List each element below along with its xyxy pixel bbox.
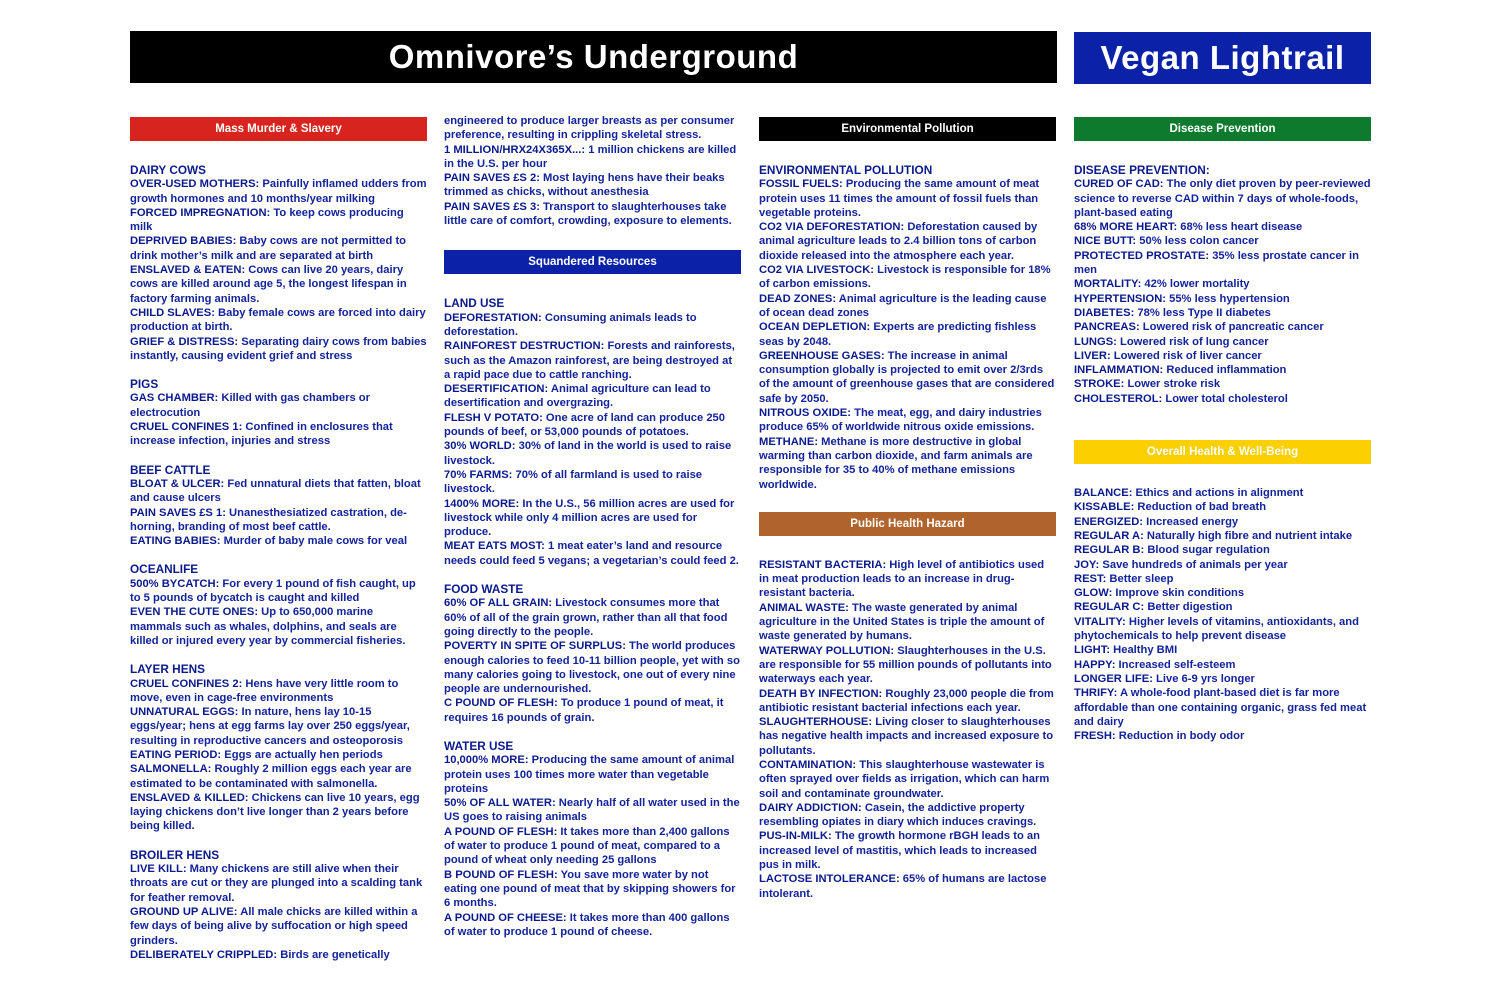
items-list [1074,177,1371,406]
entry [759,872,1056,901]
entry-text: Killed with gas chambers or electrocution [130,392,370,419]
entry [444,796,741,825]
entry [444,825,741,868]
entry-key: NITROUS OXIDE: [759,407,851,420]
entry-key: LIGHT: [1074,644,1111,657]
entry [1074,377,1371,391]
entry-text: You save more water by not eating one pound of meat that by skipping showers for 6 months. [444,868,736,910]
entry-key: UNNATURAL EGGS: [130,706,239,719]
group-title-disease-prevention: DISEASE PREVENTION: [1074,163,1210,177]
entry-key: CO2 VIA DEFORESTATION: [759,221,905,234]
entry [130,306,427,335]
entry-text: Save hundreds of animals per year [1099,558,1288,571]
entry [130,206,427,235]
entry [444,382,741,411]
entry-text: 70% of all farmland is used to raise livestock. [444,468,703,496]
items-list [759,177,1056,492]
entry-key: ENSLAVED & KILLED: [130,791,249,804]
header-environmental-pollution: Environmental Pollution [759,117,1056,141]
entry-text: Hens have very little room to move, even in cage-free environments [130,677,399,704]
entry [130,577,427,606]
entry-key: OVER-USED MOTHERS: [130,178,260,191]
entry-text: Lowered risk of pancreatic cancer [1139,321,1324,334]
entry [1074,615,1371,644]
entry [444,339,741,382]
entry-key: STROKE: [1074,378,1125,391]
entry-text: Confined in enclosures that increase infection, injuries and stress [130,421,393,448]
entry-key: DEFORESTATION: [444,311,542,324]
title-vegan-lightrail: Vegan Lightrail [1074,32,1371,84]
entry-text: Up to 650,000 marine mammals such as whales, dolphins, and seals are killed or injured every year by commercial fisheries. [130,606,406,647]
entry-text: Cows can live 20 years, dairy cows are killed around age 5, the longest lifespan in factory farming animals. [130,264,407,305]
entry-key: BLOAT & ULCER: [130,477,225,490]
entry [1074,729,1371,743]
entry-key: REGULAR A: [1074,529,1144,542]
column-mass-murder [130,117,427,962]
entry-key: ENSLAVED & EATEN: [130,264,246,277]
entry [444,868,741,911]
group-title: BROILER HENS [130,847,220,862]
entry-key: VITALITY: [1074,615,1126,628]
entry-key: ENERGIZED: [1074,515,1143,528]
entry-key: CONTAMINATION: [759,758,857,771]
entry [444,439,741,468]
entry-key: DESERTIFICATION: [444,383,549,396]
entry-key: FRESH: [1074,730,1116,743]
entry-key: EATING PERIOD: [130,748,222,761]
entry [1074,586,1371,600]
entry-text: Lower stroke risk [1124,378,1221,391]
entry-text: High level of antibiotics used in meat production leads to an increase in drug-resistant bacteria. [759,558,1045,600]
items-list [1074,486,1371,743]
entry [1074,486,1371,500]
entry-text: Lower total cholesterol [1162,392,1288,405]
entry-key: REGULAR B: [1074,544,1145,557]
entry-key: CRUEL CONFINES 2: [130,677,243,690]
entry-text: Reduction in body odor [1115,730,1245,743]
entry-text: Live 6-9 yrs longer [1152,672,1255,685]
entry-text: For every 1 pound of fish caught, up to 5 pounds of bycatch is caught and killed [130,577,416,605]
entry-text: 65% of humans are lactose intolerant. [759,873,1047,900]
group-title: FOOD WASTE [444,582,524,597]
title-omnivores-underground: Omnivore’s Underground [130,31,1057,83]
entry [1074,543,1371,557]
entry-text: Blood sugar regulation [1144,544,1270,557]
entry [130,391,427,420]
entry-key: PAIN SAVES £S 3: [444,200,540,213]
entry-key: GRIEF & DISTRESS: [130,335,239,348]
entry-key: DEPRIVED BABIES: [130,235,237,248]
group-items [444,311,741,568]
entry [759,263,1056,292]
entry-key: GREENHOUSE GASES: [759,349,885,362]
entry-text: This slaughterhouse wastewater is often sprayed over fields as irrigation, which can harm soil and contaminate groundwater. [759,758,1050,800]
entry [130,234,427,263]
entry [1074,515,1371,529]
entry-text: Fed unnatural diets that fatten, bloat and cause ulcers [130,477,421,505]
entry-text: Most laying hens have their beaks trimmed as chicks, without anesthesia [444,172,725,199]
entry-text: 55% less hypertension [1166,292,1290,305]
entry-key: CHILD SLAVES: [130,306,215,319]
entry-key: LIVER: [1074,349,1111,362]
entry [1074,177,1371,220]
entry-text: 68% less heart disease [1177,221,1303,234]
group-items [130,677,427,834]
entry-text: Separating dairy cows from babies instantly, causing evident grief and stress [130,335,427,362]
entry-key: 500% BYCATCH: [130,577,220,590]
entry-key: DEATH BY INFECTION: [759,687,883,700]
entry [759,349,1056,406]
entry [1074,320,1371,334]
entry-key: FOSSIL FUELS: [759,178,843,191]
column-squandered-resources [444,114,741,939]
entry-key: HYPERTENSION: [1074,292,1166,305]
entry [444,539,741,568]
entry-text: Livestock consumes more that 60% of all of the grain grown, rather than all that food going directly to the people. [444,597,728,638]
entry-key: RAINFOREST DESTRUCTION: [444,340,605,353]
entry-text: Forests and rainforests, such as the Amazon rainforest, are being destroyed at a rapid pace due to cattle ranching. [444,340,735,381]
entry [444,311,741,340]
entry [444,911,741,940]
entry-text: Better sleep [1106,572,1174,585]
group-title: PIGS [130,377,159,392]
entry-key: C POUND OF FLESH: [444,697,558,710]
group-title-environmental-pollution: ENVIRONMENTAL POLLUTION [759,163,933,177]
entry [1074,558,1371,572]
entry [130,335,427,364]
entry-text: A whole-food plant-based diet is far more affordable than one containing organic, grass fed meat and dairy [1074,687,1367,728]
entry-text: Increased energy [1143,515,1239,528]
header-disease-prevention: Disease Prevention [1074,117,1371,141]
entry-text: To keep cows producing milk [130,206,404,234]
entry-key: 50% OF ALL WATER: [444,797,556,810]
entry-key: METHANE: [759,435,819,448]
entry [444,200,741,229]
continuation-text: engineered to produce larger breasts as per consumer preference, resulting in crippling skeletal stress. [444,115,735,142]
entry-key: HAPPY: [1074,658,1116,671]
entry-text: 1 meat eater’s land and resource needs could feed 5 vegans; a vegetarian’s could feed 2. [444,540,739,567]
entry [759,320,1056,349]
entry [759,715,1056,758]
entry-key: 30% WORLD: [444,440,516,453]
entry-key: EVEN THE CUTE ONES: [130,606,259,619]
entry [759,644,1056,687]
entry [759,601,1056,644]
entry-key: B POUND OF FLESH: [444,868,558,881]
entry-text: Producing the same amount of animal protein uses 100 times more water than vegetable proteins [444,754,735,795]
group-items [444,753,741,939]
entry-key: PAIN SAVES £S 2: [444,172,540,185]
entry [444,468,741,497]
entry [1074,220,1371,234]
entry-key: DELIBERATELY CRIPPLED: [130,948,278,961]
group-items [130,477,427,548]
entry [1074,572,1371,586]
entry-text: Animal agriculture can lead to desertification and overgrazing. [444,383,711,410]
entry [130,862,427,905]
entry-key: PAIN SAVES £S 1: [130,506,226,519]
entry-key: 70% FARMS: [444,468,513,481]
entry-key: SALMONELLA: [130,763,212,776]
entry-key: LONGER LIFE: [1074,672,1153,685]
entry [1074,249,1371,278]
entry [1074,600,1371,614]
entry [1074,306,1371,320]
entry-key: DAIRY ADDICTION: [759,801,862,814]
entry-text: Roughly 2 million eggs each year are estimated to be contaminated with salmonella. [130,763,412,790]
entry [130,948,427,962]
entry [130,605,427,648]
entry-key: CO2 VIA LIVESTOCK: [759,264,874,277]
groups-list [130,163,427,962]
entry-text: To produce 1 pound of meat, it requires 16 pounds of grain. [444,697,724,724]
entry-key: PROTECTED PROSTATE: [1074,249,1210,262]
entry-text: 35% less prostate cancer in men [1074,249,1359,277]
entry [1074,672,1371,686]
entry-key: LUNGS: [1074,335,1117,348]
entry-text: The meat, egg, and dairy industries produce 65% of worldwide nitrous oxide emissions. [759,407,1042,434]
entry-key: EATING BABIES: [130,535,221,548]
entry-text: Roughly 23,000 people die from antibiotic resistant bacterial infections each year. [759,687,1054,714]
group-items [444,596,741,725]
entry-text: All male chicks are killed within a few days of being alive by suffocation or high speed grinders. [130,905,418,947]
entry-key: ANIMAL WASTE: [759,601,849,614]
group-title: LAYER HENS [130,662,205,677]
entry [444,171,741,200]
entry-text: Reduced inflammation [1163,364,1287,377]
entry-key: MEAT EATS MOST: [444,540,545,553]
entry-text: Methane is more destructive in global warming than carbon dioxide, and farm animals are responsible for 35 to 40% of methane emissions worldwide. [759,435,1033,491]
entry-key: 1 MILLION/HRX24X365X...: [444,143,586,156]
entry-text: It takes more than 400 gallons of water to produce 1 pound of cheese. [444,911,730,938]
entry-key: LACTOSE INTOLERANCE: [759,873,900,886]
entry [444,696,741,725]
entry [1074,363,1371,377]
entry-text: Healthy BMI [1110,644,1178,657]
entry-text: Eggs are actually hen periods [221,748,383,761]
entry-key: INFLAMMATION: [1074,364,1164,377]
group-title: OCEANLIFE [130,562,199,577]
entry [130,534,427,548]
entry-text: Transport to slaughterhouses take little care of comfort, crowding, exposure to elements. [444,200,732,228]
group-items [130,577,427,648]
entry-text: 1 million chickens are killed in the U.S. per hour [444,143,737,170]
group-items [130,391,427,448]
entry-text: Slaughterhouses in the U.S. are responsible for 55 million pounds of pollutants into waterways each year. [759,644,1052,686]
entry [759,406,1056,435]
entry [1074,392,1371,406]
entry [759,687,1056,716]
entry [130,762,427,791]
entry-text: Painfully inflamed udders from growth hormones and 10 months/year milking [130,178,427,205]
entry-key: FORCED IMPREGNATION: [130,206,271,219]
group-title: BEEF CATTLE [130,462,211,477]
entry [1074,335,1371,349]
entry-key: DIABETES: [1074,306,1135,319]
entry-key: GAS CHAMBER: [130,392,219,405]
header-public-health-hazard: Public Health Hazard [759,512,1056,536]
entry [1074,292,1371,306]
entry-text: Reduction of bad breath [1134,501,1267,514]
entry [130,506,427,535]
entry [444,639,741,696]
entry-text: It takes more than 2,400 gallons of water to produce 1 pound of meat, compared to a pound of wheat only needing 25 gallons [444,825,730,867]
entry-text: Nearly half of all water used in the US goes to raising animals [444,797,740,824]
entry [759,292,1056,321]
entry-text: Many chickens are still alive when their throats are cut or they are plunged into a scalding tank for feather removal. [130,863,423,904]
entry [130,177,427,206]
entry [130,263,427,306]
entry-key: REGULAR C: [1074,601,1145,614]
entry-text: Murder of baby male cows for veal [220,535,408,548]
entry-key: 1400% MORE: [444,497,520,510]
entry-text: Experts are predicting fishless seas by 2048. [759,321,1037,348]
groups-list [444,296,741,939]
entry-key: CHOLESTEROL: [1074,392,1163,405]
entry-text: Casein, the addictive property resembling opiates in diary which induces cravings. [759,801,1037,829]
column-health [1074,117,1371,743]
entry-key: 10,000% MORE: [444,754,529,767]
entry [1074,500,1371,514]
entry-key: RESISTANT BACTERIA: [759,558,887,571]
group-title: WATER USE [444,738,514,753]
entry [759,558,1056,601]
entry-key: A POUND OF CHEESE: [444,911,567,924]
entry-key: OCEAN DEPLETION: [759,321,871,334]
entry-text: Increased self-esteem [1115,658,1236,671]
group-items [130,177,427,363]
items-list [444,143,741,229]
entry-text: The waste generated by animal agriculture in the United States is triple the amount of waste generated by humans. [759,601,1045,643]
entry-text: Unanesthesiatized castration, de-horning, branding of most beef cattle. [130,506,407,533]
group-title: DAIRY COWS [130,163,207,177]
column-environment [759,117,1056,901]
entry-key: BALANCE: [1074,487,1133,500]
entry-key: SLAUGHTERHOUSE: [759,716,873,729]
entry-key: 60% OF ALL GRAIN: [444,597,553,610]
header-overall-health: Overall Health & Well-Being [1074,440,1371,464]
entry-text: Better digestion [1144,601,1233,614]
entry-text: Producing the same amount of meat protein uses 11 times the amount of fossil fuels than vegetable proteins. [759,178,1040,219]
entry-key: CURED OF CAD: [1074,178,1164,191]
entry-key: DEAD ZONES: [759,292,837,305]
entry [1074,643,1371,657]
entry-text: Higher levels of vitamins, antioxidants, and phytochemicals to help prevent disease [1074,615,1359,643]
entry-key: A POUND OF FLESH: [444,825,558,838]
entry [130,677,427,706]
entry [1074,234,1371,248]
entry-text: Birds are genetically [277,948,390,961]
entry-text: Improve skin conditions [1112,587,1245,600]
entry-text: Consuming animals leads to deforestation. [444,311,697,338]
entry-text: One acre of land can produce 250 pounds of beef, or 53,000 pounds of potatoes. [444,411,725,439]
entry [130,705,427,748]
entry [130,791,427,834]
entry-key: REST: [1074,572,1107,585]
entry-text: Animal agriculture is the leading cause of ocean dead zones [759,292,1047,319]
entry-key: NICE BUTT: [1074,235,1137,248]
entry [444,143,741,172]
entry [1074,686,1371,729]
entry [759,801,1056,830]
entry [759,758,1056,801]
entry-text: Baby female cows are forced into dairy production at birth. [130,306,426,334]
entry [1074,349,1371,363]
entry [130,905,427,948]
entry [1074,529,1371,543]
entry-text: The increase in animal consumption globally is projected to emit over 2/3rds of the amount of greenhouse gases that are considered safe by 2050. [759,349,1055,405]
entry-text: In nature, hens lay 10-15 eggs/year; hens at egg farms lay over 250 eggs/year, resulting in reproductive cancers and osteoporosis [130,706,410,747]
entry [1074,277,1371,291]
entry [759,220,1056,263]
entry-key: THRIFY: [1074,687,1118,700]
entry [444,497,741,540]
entry-text: In the U.S., 56 million acres are used for livestock while only 4 million acres are used for produce. [444,497,735,539]
entry [759,435,1056,492]
entry [444,753,741,796]
entry-text: Naturally high fibre and nutrient intake [1143,529,1353,542]
entry-key: PUS-IN-MILK: [759,830,832,843]
entry-text: The only diet proven by peer-reviewed science to reverse CAD within 7 days of whole-foods, plant-based eating [1074,178,1371,219]
entry-key: 68% MORE HEART: [1074,221,1178,234]
entry [130,420,427,449]
entry [759,829,1056,872]
entry-text: 50% less colon cancer [1136,235,1259,248]
entry-text: Livestock is responsible for 18% of carbon emissions. [759,264,1051,291]
entry-text: 78% less Type II diabetes [1134,306,1271,319]
entry-key: GROUND UP ALIVE: [130,905,238,918]
entry-key: FLESH V POTATO: [444,411,543,424]
entry-text: Living closer to slaughterhouses has negative health impacts and increased exposure to pollutants. [759,716,1054,757]
entry-text: Chickens can live 10 years, egg laying chickens don’t live longer than 2 years before being killed. [130,791,420,833]
entry-text: Ethics and actions in alignment [1132,487,1304,500]
entry [444,411,741,440]
entry [444,596,741,639]
entry-key: MORTALITY: [1074,278,1142,291]
entry-text: The world produces enough calories to feed 10-11 billion people, yet with so many calories going to livestock, one out of every nine people are undernourished. [444,640,740,696]
entry-key: POVERTY IN SPITE OF SURPLUS: [444,640,626,653]
entry-key: KISSABLE: [1074,501,1135,514]
group-items [130,862,427,962]
entry-text: 30% of land in the world is used to raise livestock. [444,440,732,467]
entry-key: JOY: [1074,558,1100,571]
entry [759,177,1056,220]
entry [1074,658,1371,672]
entry-key: CRUEL CONFINES 1: [130,421,243,434]
items-list [759,558,1056,901]
header-mass-murder-slavery: Mass Murder & Slavery [130,117,427,141]
entry-key: LIVE KILL: [130,863,187,876]
entry-key: GLOW: [1074,587,1113,600]
header-squandered-resources: Squandered Resources [444,250,741,274]
entry [130,477,427,506]
entry [130,748,427,762]
entry-text: Lowered risk of liver cancer [1110,349,1262,362]
entry-key: PANCREAS: [1074,321,1140,334]
entry-text: Deforestation caused by animal agriculture leads to 2.4 billion tons of carbon dioxide released into the atmosphere each year. [759,221,1038,262]
entry-key: WATERWAY POLLUTION: [759,644,895,657]
entry-text: 42% lower mortality [1141,278,1250,291]
group-title: LAND USE [444,296,505,311]
entry-text: Baby cows are not permitted to drink mother’s milk and are separated at birth [130,235,407,262]
entry-text: The growth hormone rBGH leads to an increased level of mastitis, which leads to increased pus in milk. [759,830,1040,872]
entry-text: Lowered risk of lung cancer [1116,335,1269,348]
